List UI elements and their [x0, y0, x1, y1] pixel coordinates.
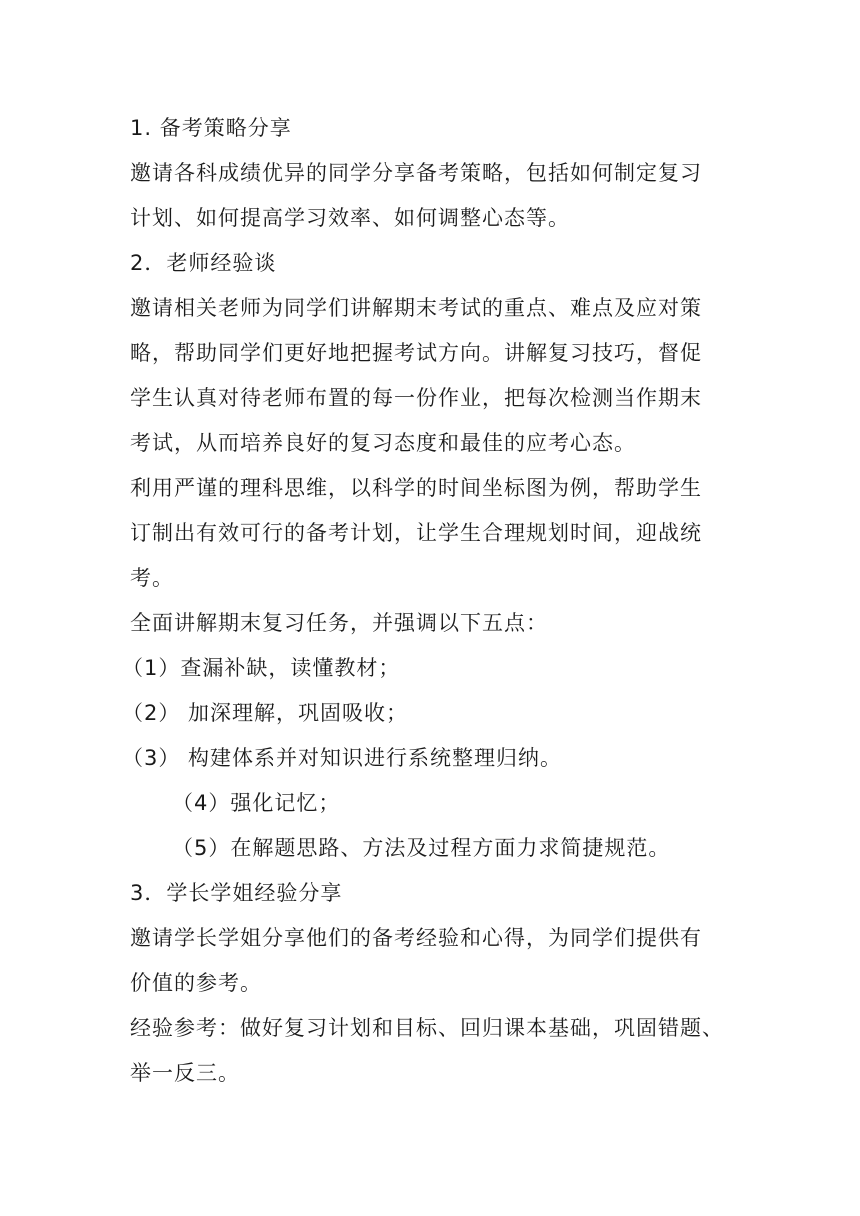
list-item: （2） 加深理解，巩固吸收；: [122, 701, 409, 725]
paragraph-line: 全面讲解期末复习任务，并强调以下五点：: [130, 611, 548, 635]
paragraph-line: 邀请相关老师为同学们讲解期末考试的重点、难点及应对策: [130, 296, 702, 320]
list-item: （4）强化记忆；: [172, 791, 341, 815]
heading-teacher-experience: 2．老师经验谈: [130, 251, 277, 275]
paragraph-line: 利用严谨的理科思维，以科学的时间坐标图为例，帮助学生: [130, 476, 702, 500]
list-item: （1）查漏补缺，读懂教材；: [122, 656, 401, 680]
paragraph-line: 考。: [130, 566, 174, 590]
paragraph-line: 学生认真对待老师布置的每一份作业，把每次检测当作期末: [130, 386, 702, 410]
list-item: （5）在解题思路、方法及过程方面力求简捷规范。: [172, 836, 671, 860]
paragraph-line: 经验参考：做好复习计划和目标、回归课本基础，巩固错题、: [130, 1016, 724, 1040]
paragraph-line: 计划、如何提高学习效率、如何调整心态等。: [130, 206, 570, 230]
list-item: （3） 构建体系并对知识进行系统整理归纳。: [122, 746, 563, 770]
paragraph-line: 略，帮助同学们更好地把握考试方向。讲解复习技巧，督促: [130, 341, 702, 365]
paragraph-line: 订制出有效可行的备考计划，让学生合理规划时间，迎战统: [130, 521, 702, 545]
paragraph-line: 考试，从而培养良好的复习态度和最佳的应考心态。: [130, 431, 636, 455]
paragraph-line: 邀请学长学姐分享他们的备考经验和心得，为同学们提供有: [130, 926, 702, 950]
paragraph-line: 邀请各科成绩优异的同学分享备考策略，包括如何制定复习: [130, 161, 702, 185]
paragraph-line: 价值的参考。: [130, 971, 262, 995]
heading-strategy-sharing: 1. 备考策略分享: [130, 116, 292, 140]
paragraph-line: 举一反三。: [130, 1061, 240, 1085]
heading-senior-sharing: 3．学长学姐经验分享: [130, 881, 343, 905]
